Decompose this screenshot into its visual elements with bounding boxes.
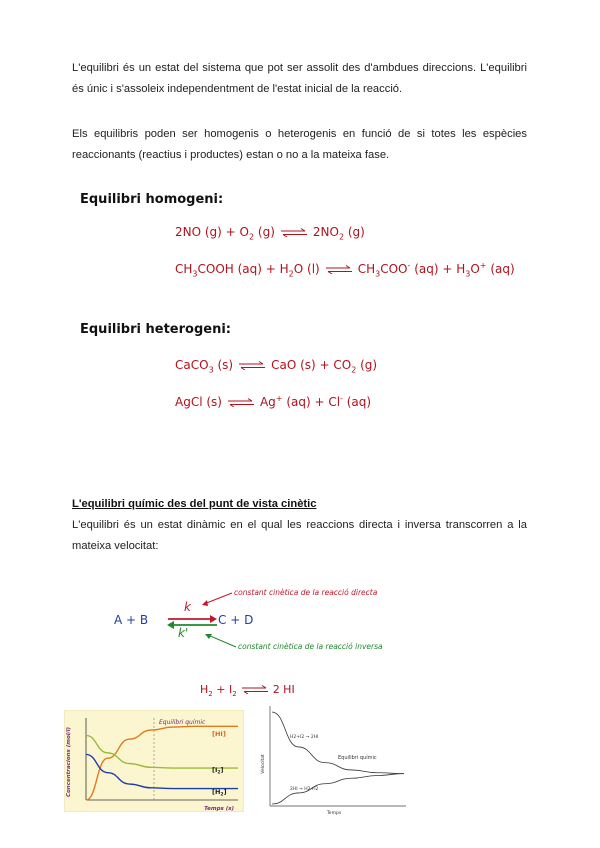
equation-caco3: CaCO$_3$ (s) CaO $(s) + CO_2$ (g) [175, 358, 378, 375]
concentration-chart-svg [64, 710, 244, 812]
note-forward-constant: constant cinètica de la reacció directa [234, 588, 378, 597]
velocity-chart-svg [258, 704, 408, 818]
series-label-h2: $[H_2]$ [212, 788, 227, 798]
heterogeneous-heading: Equilibri heterogeni: [80, 322, 231, 337]
k-reverse-label: k' [178, 626, 189, 640]
concentration-chart-ylabel: Concentracions (mol/l) [66, 726, 72, 798]
hi-equation: $H_2 + I_2$ 2 HI [200, 683, 295, 699]
concentration-chart-annotation: Equilibri químic [159, 719, 206, 726]
equilibrium-arrow-icon [239, 361, 265, 370]
intro-paragraph-2: Els equilibris poden ser homogenis o heterogenis en funció de si totes les espècies reaccionants (reactius i productes) estan o no a la mateixa fase. [72, 128, 527, 161]
series-label-hi: [HI] [212, 730, 226, 738]
equation-acetic-acid: $CH_3COOH$ $(aq) + H_2O$ (l) $CH_3COO^-$ $(aq) + H_3O^+$ (aq) [175, 261, 515, 279]
equilibrium-arrow-icon [242, 685, 268, 694]
products-label: C + D [218, 613, 254, 627]
equilibrium-arrow-icon [281, 228, 307, 237]
kinetic-paragraph: L'equilibri és un estat dinàmic en el qual les reaccions directa i inversa transcorren a la mateixa velocitat: [72, 519, 527, 552]
note-reverse-constant: constant cinètica de la reacció inversa [238, 642, 383, 651]
reactants-label: A + B [114, 613, 149, 627]
equilibrium-arrow-icon [228, 398, 254, 407]
homogeneous-heading: Equilibri homogeni: [80, 192, 224, 207]
velocity-chart-annotation: Equilibri químic [338, 755, 377, 761]
equation-agcl: AgCl (s) Ag+ (aq) + Cl- (aq) [175, 394, 372, 409]
equilibrium-arrow-icon [326, 265, 352, 274]
kinetic-section-title: L'equilibri químic des del punt de vista cinètic [72, 498, 317, 510]
equation-no-o2: 2NO $(g) + O_2$ (g) $2NO_2$ (g) [175, 225, 365, 242]
series-label-i2: $[I_2]$ [212, 766, 224, 776]
concentration-chart [64, 710, 244, 812]
series-label-reverse: 2HI → H2+I2 [290, 787, 319, 792]
intro-paragraph-1: L'equilibri és un estat del sistema que pot ser assolit des d'ambdues direccions. L'equilibri és únic i s'assoleix independentment de l'estat inicial de la reacció. [72, 62, 527, 95]
velocity-chart-ylabel: Velocitat [261, 754, 266, 774]
series-label-forward: H2+I2 → 2HI [290, 735, 319, 740]
concentration-chart-xlabel: Temps (s) [204, 806, 234, 812]
velocity-chart-xlabel: Temps [326, 811, 342, 816]
k-forward-label: k [184, 600, 191, 614]
series-line-0 [272, 712, 404, 774]
velocity-chart [258, 704, 408, 818]
